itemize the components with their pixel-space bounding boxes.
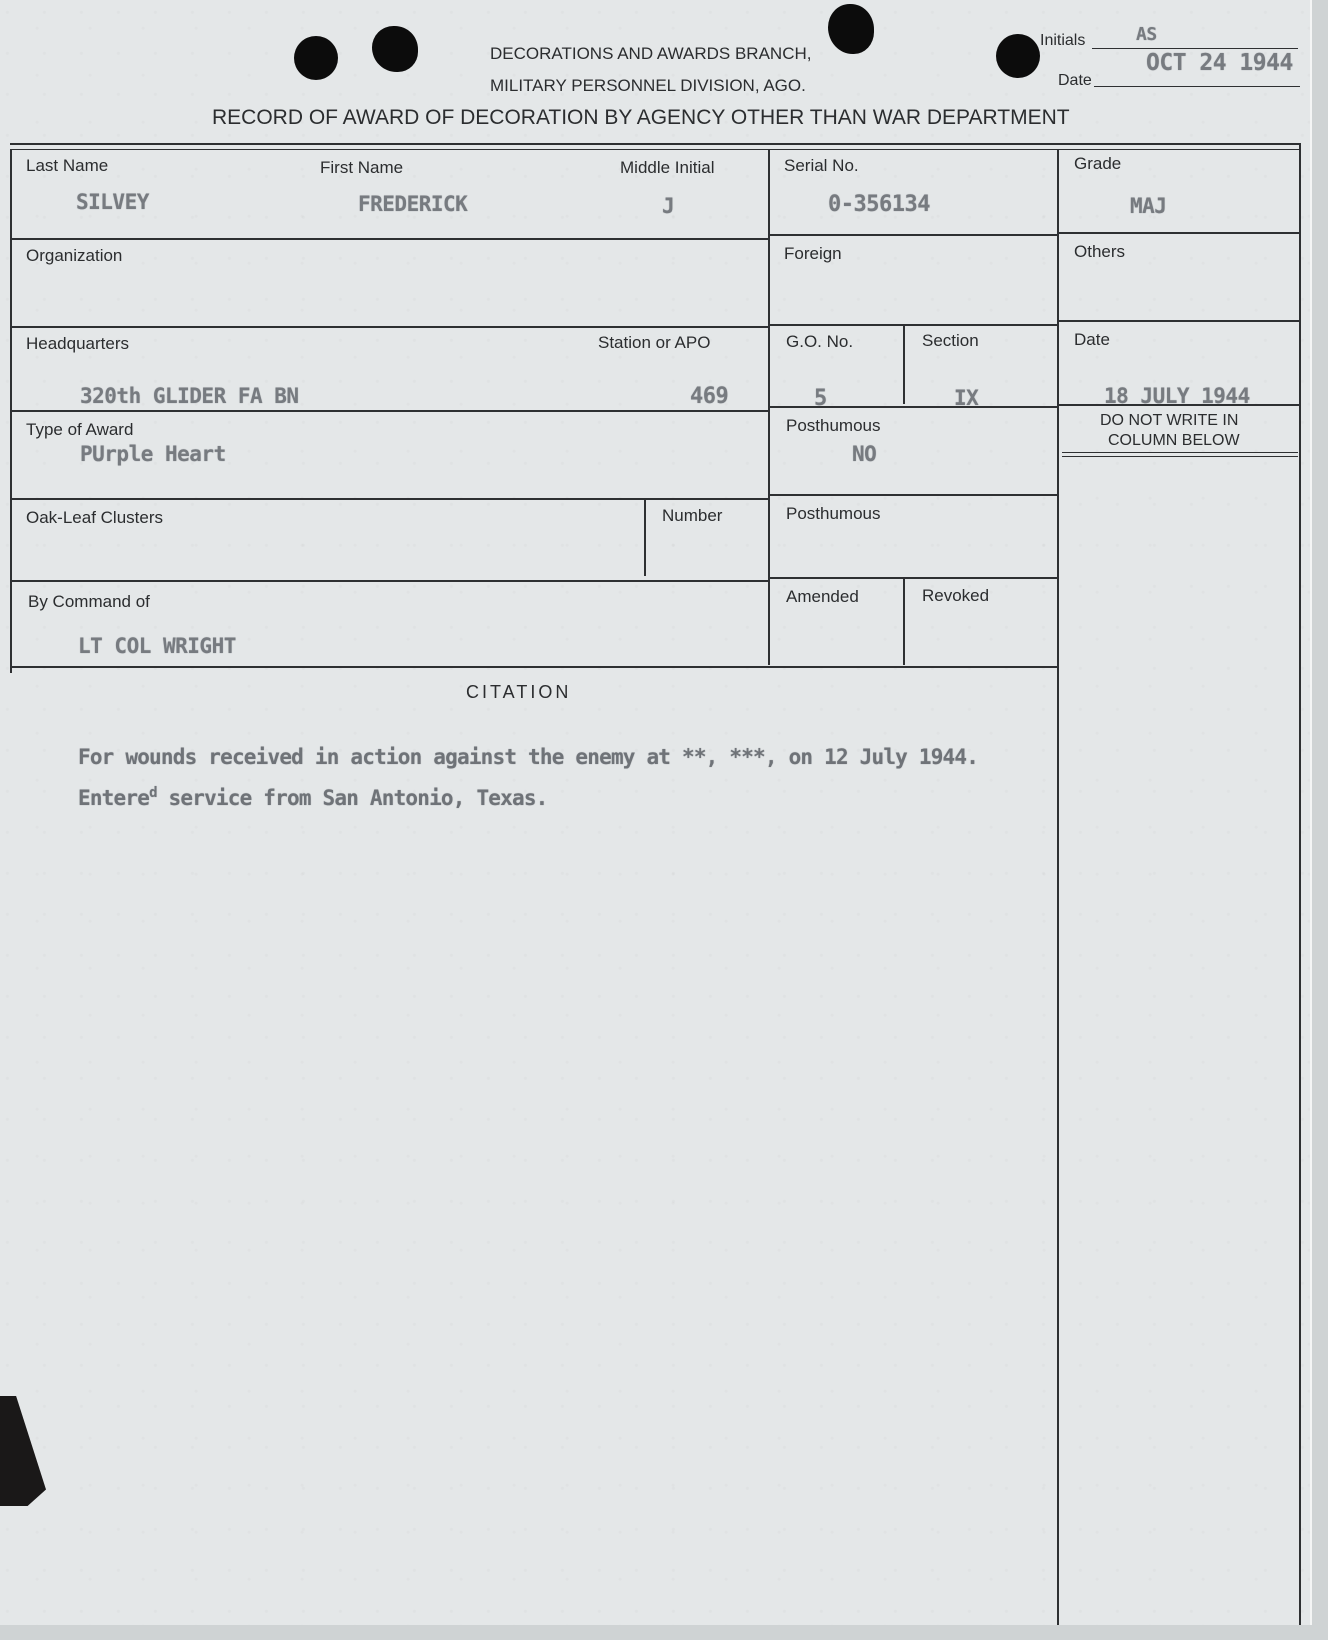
serial-no-value: 0-356134 bbox=[828, 192, 930, 217]
initials-underline bbox=[1092, 48, 1298, 49]
date-underline bbox=[1094, 86, 1300, 87]
last-name-label: Last Name bbox=[26, 156, 109, 175]
amended-label: Amended bbox=[786, 587, 859, 606]
grade-value: MAJ bbox=[1130, 194, 1167, 218]
punch-hole-left bbox=[294, 36, 338, 80]
initials-value: AS bbox=[1136, 24, 1157, 45]
row-line-2-left bbox=[10, 326, 768, 328]
go-no-label: G.O. No. bbox=[786, 332, 854, 351]
station-apo-value: 469 bbox=[690, 384, 729, 409]
initials-label: Initials bbox=[1040, 32, 1086, 49]
page-title: RECORD OF AWARD OF DECORATION BY AGENCY OTHER THAN WAR DEPARTMENT bbox=[212, 106, 1070, 129]
foreign-label: Foreign bbox=[784, 244, 842, 263]
section-value: IX bbox=[954, 386, 979, 410]
do-not-write-line-2: COLUMN BELOW bbox=[1108, 432, 1240, 449]
citation-heading: CITATION bbox=[466, 682, 572, 702]
revoked-label: Revoked bbox=[922, 586, 990, 605]
row-line-2-mid bbox=[768, 324, 1058, 326]
row-line-4-mid bbox=[768, 494, 1058, 496]
grade-label: Grade bbox=[1074, 154, 1122, 173]
number-divider bbox=[644, 500, 646, 576]
stamp-date-value: OCT 24 1944 bbox=[1146, 50, 1293, 76]
citation-line-2 bbox=[78, 780, 1058, 811]
serial-no-label: Serial No. bbox=[784, 156, 859, 175]
branch-line-2: MILITARY PERSONNEL DIVISION, AGO. bbox=[490, 76, 806, 95]
torn-edge-mark bbox=[0, 1396, 46, 1506]
first-name-value: FREDERICK bbox=[358, 192, 468, 216]
row-line-1-left bbox=[10, 238, 768, 240]
row-line-1-mid bbox=[768, 234, 1058, 236]
section-label: Section bbox=[922, 331, 979, 350]
organization-label: Organization bbox=[26, 246, 123, 265]
posthumous-label: Posthumous bbox=[786, 416, 881, 435]
go-section-divider bbox=[903, 326, 905, 404]
form-bottom-border bbox=[10, 666, 1058, 668]
middle-initial-label: Middle Initial bbox=[620, 158, 715, 177]
form-top-border bbox=[10, 143, 1300, 145]
station-apo-label: Station or APO bbox=[598, 333, 711, 352]
others-label: Others bbox=[1074, 242, 1126, 261]
punch-hole-right bbox=[996, 34, 1040, 78]
headquarters-label: Headquarters bbox=[26, 334, 130, 353]
row-line-1-right bbox=[1058, 232, 1300, 234]
type-of-award-label: Type of Award bbox=[26, 420, 134, 439]
order-date-label: Date bbox=[1074, 330, 1110, 349]
do-not-write-line-1: DO NOT WRITE IN bbox=[1100, 412, 1239, 429]
middle-initial-value: J bbox=[662, 194, 675, 218]
row-line-2-right bbox=[1058, 320, 1300, 322]
form-top-border-inner bbox=[10, 149, 1300, 150]
ink-blot-left bbox=[372, 26, 418, 72]
by-command-of-value: LT COL WRIGHT bbox=[78, 634, 236, 658]
first-name-label: First Name bbox=[320, 158, 404, 177]
citation-line-1: For wounds received in action against the enemy at **, ***, on 12 July 1944. bbox=[78, 745, 979, 769]
by-command-of-label: By Command of bbox=[28, 592, 150, 611]
note-underline-2 bbox=[1062, 456, 1298, 457]
order-date-value: 18 JULY 1944 bbox=[1104, 384, 1250, 408]
posthumous-2-label: Posthumous bbox=[786, 504, 881, 523]
citation-line-2-sup: d bbox=[149, 785, 157, 801]
note-underline-1 bbox=[1062, 452, 1298, 453]
row-line-3-mid bbox=[768, 406, 1058, 408]
row-line-5-mid bbox=[768, 577, 1058, 579]
row-line-3-left bbox=[10, 410, 768, 412]
row-line-4-left bbox=[10, 498, 768, 500]
go-no-value: 5 bbox=[814, 386, 827, 411]
oak-leaf-clusters-label: Oak-Leaf Clusters bbox=[26, 508, 163, 527]
citation-text bbox=[78, 744, 1058, 821]
citation-line-2-rest: service from San Antonio, Texas. bbox=[156, 786, 548, 810]
form-right-border bbox=[1299, 143, 1301, 1625]
headquarters-value: 320th GLIDER FA BN bbox=[80, 384, 299, 408]
type-of-award-value: PUrple Heart bbox=[80, 442, 226, 466]
divider-col-2 bbox=[1057, 149, 1059, 1625]
date-label: Date bbox=[1058, 72, 1092, 89]
ink-blot-center bbox=[828, 4, 874, 54]
number-label: Number bbox=[662, 506, 723, 525]
amended-revoked-divider bbox=[903, 579, 905, 665]
row-line-5-left bbox=[10, 580, 768, 582]
last-name-value: SILVEY bbox=[76, 190, 149, 214]
posthumous-value: NO bbox=[852, 442, 877, 466]
citation-line-2-main: Entere bbox=[78, 786, 150, 810]
branch-line-1: DECORATIONS AND AWARDS BRANCH, bbox=[490, 44, 812, 63]
